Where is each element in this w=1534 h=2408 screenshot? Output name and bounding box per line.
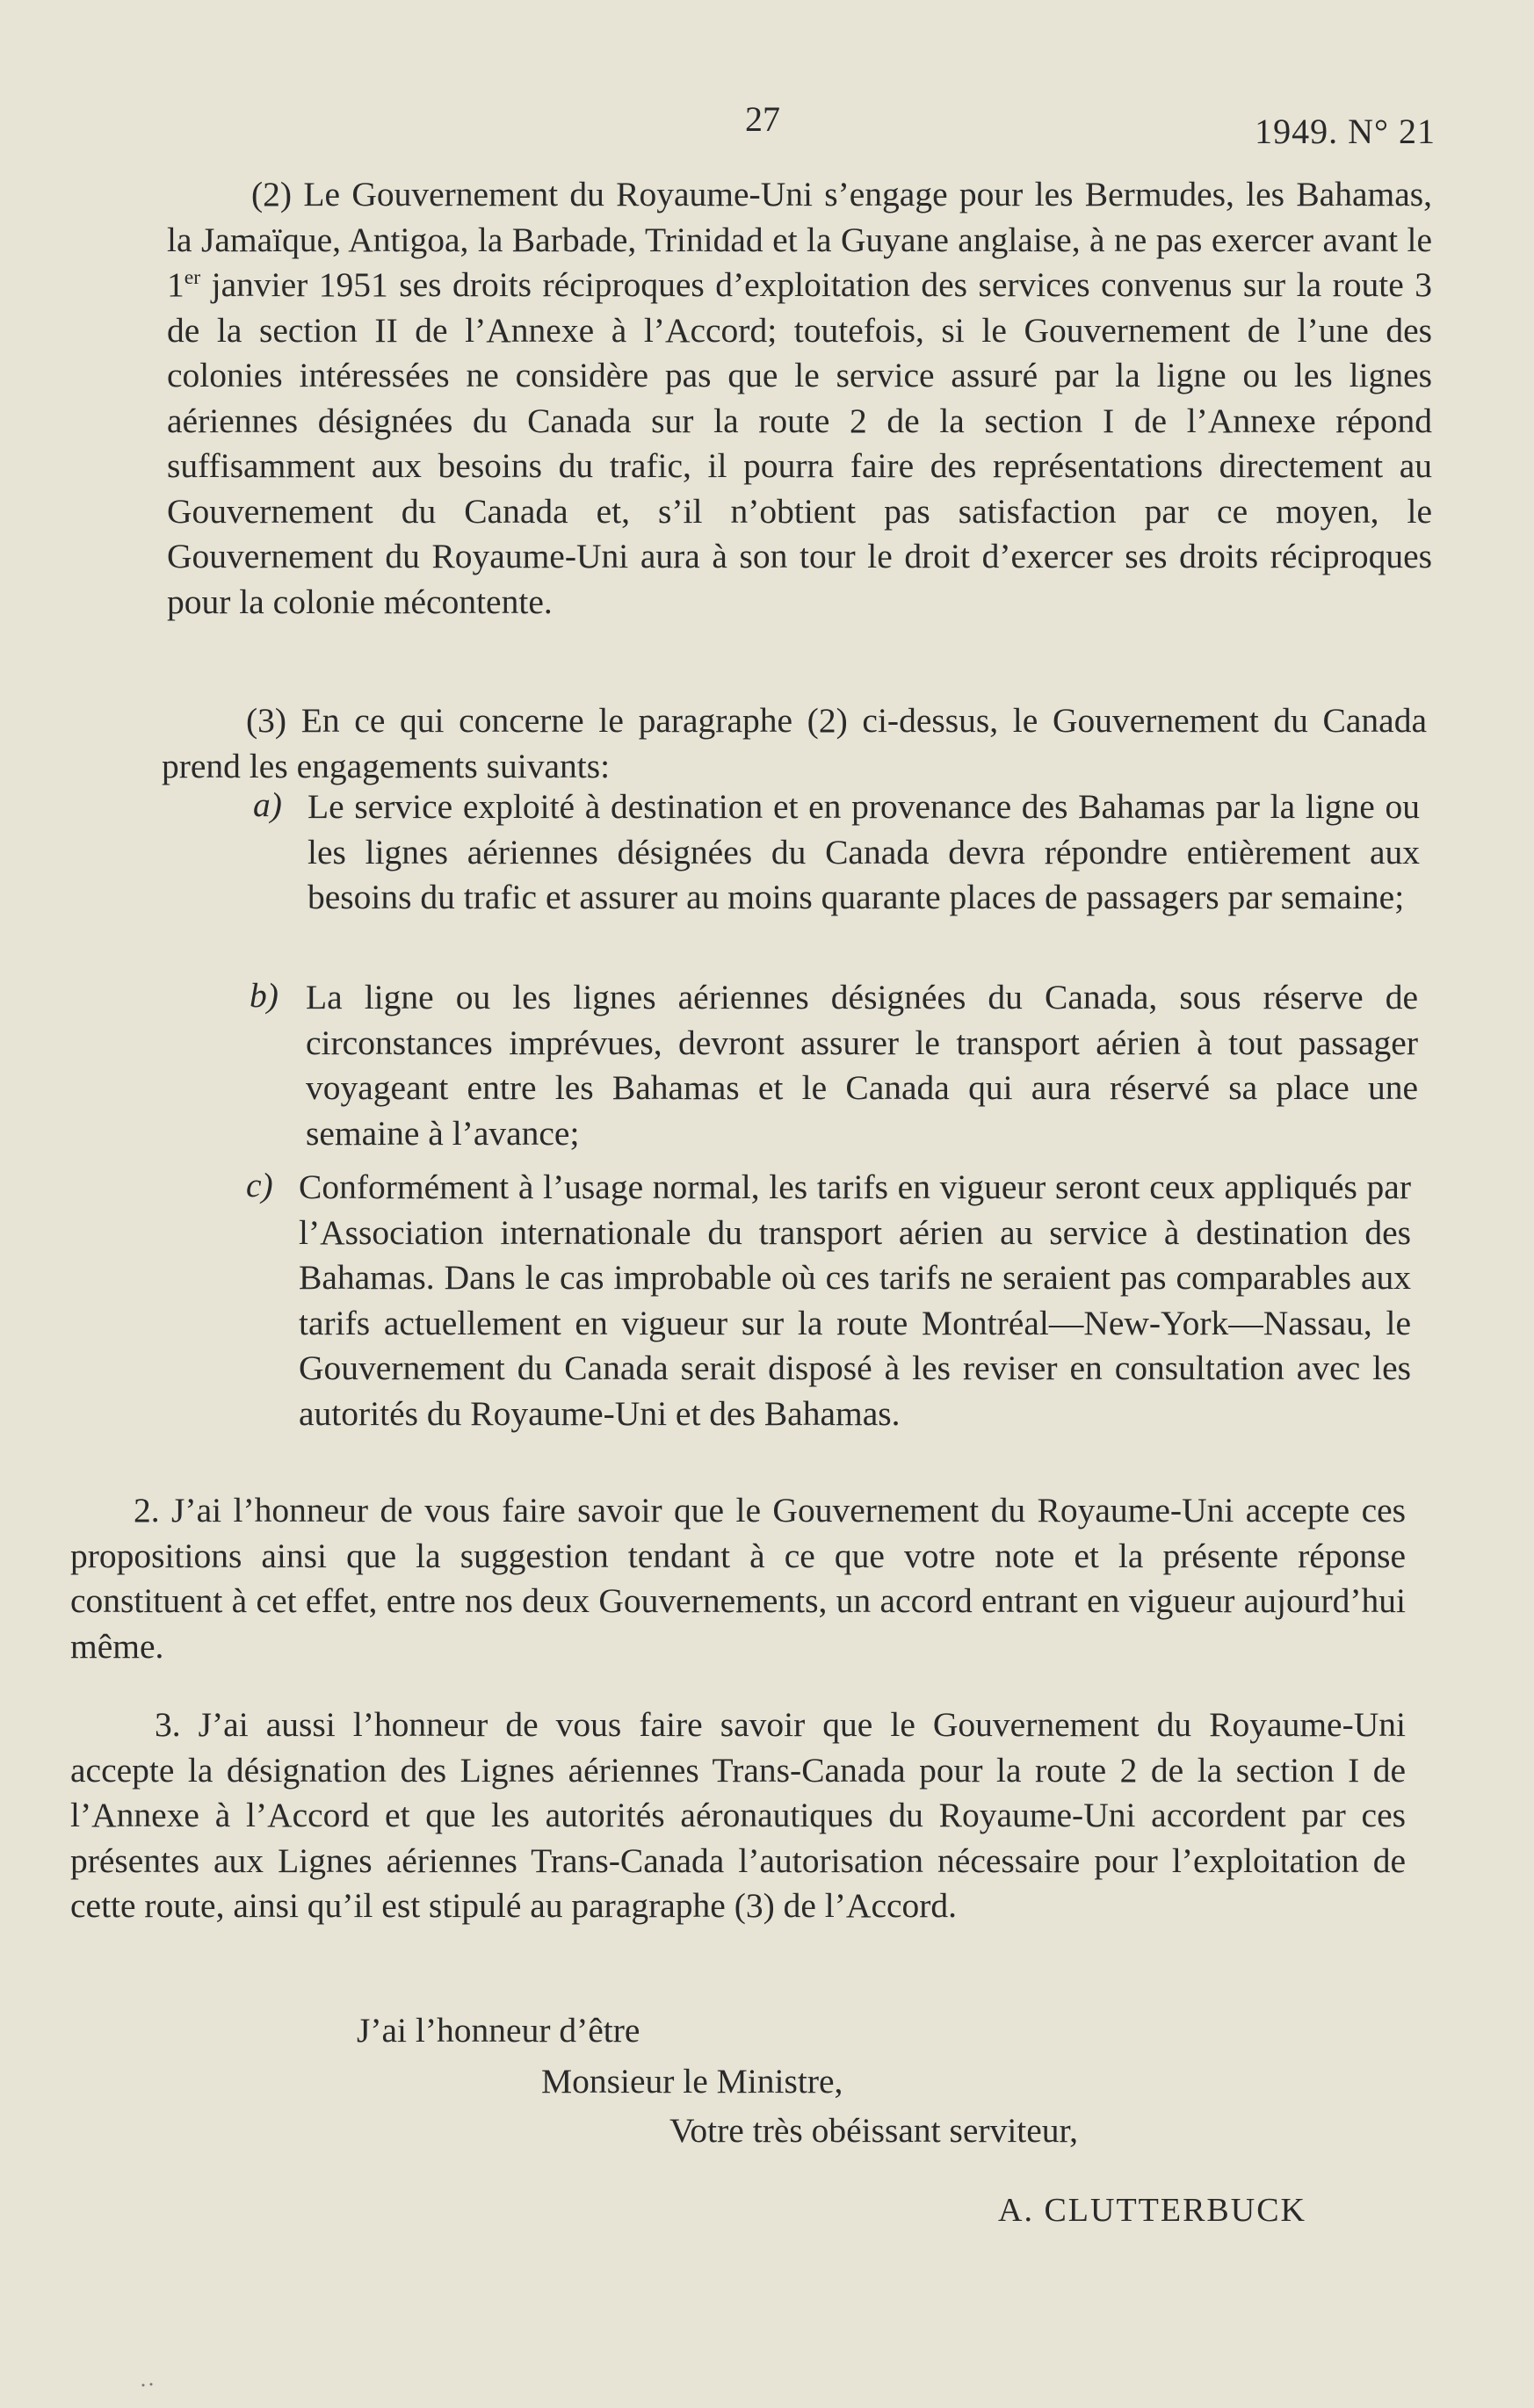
item-b-text: La ligne ou les lignes aériennes désignées du Canada, sous réserve de circonstances imprévues, devront assurer le transport aérien à tout passager voyageant entre les Bahamas et le Canada qui aura réservé sa place une semaine à l’avance;	[306, 978, 1418, 1153]
paragraph-2	[167, 172, 1432, 625]
paragraph-2-text-start: (2) Le Gouvernement du Royaume-Uni s’engage pour les Bermudes, les Bahamas, la Jamaïque, Antigoa, la Barbade, Trinidad et la Guyane anglaise, à ne pas exercer avant le 1	[167, 175, 1432, 304]
item-c-text: Conformément à l’usage normal, les tarifs en vigueur seront ceux appliqués par l’Association internationale du transport aérien au service à destination des Bahamas. Dans le cas improbable où ces tarifs ne seraient pas comparables aux tarifs actuellement en vigueur sur la route Montréal—New-York—Nassau, le Gouvernement du Canada serait disposé à les reviser en consultation avec les autorités du Royaume-Uni et des Bahamas.	[299, 1168, 1411, 1433]
print-speck-marks	[141, 2383, 156, 2388]
item-b-label: b)	[250, 976, 279, 1015]
item-a-label: a)	[253, 785, 282, 824]
section-3-text: 3. J’ai aussi l’honneur de vous faire savoir que le Gouvernement du Royaume-Uni accepte la désignation des Lignes aériennes Trans-Canada pour la route 2 de la section I de l’Annexe à l’Accord et que les autorités aéronautiques du Royaume-Uni accordent par ces présentes aux Lignes aériennes Trans-Canada l’autorisation nécessaire pour l’exploitation de cette route, ainsi qu’il est stipulé au paragraphe (3) de l’Accord.	[70, 1705, 1406, 1925]
closing-line-1: J’ai l’honneur d’être	[357, 2011, 640, 2050]
item-c-label: c)	[246, 1166, 273, 1204]
section-2-text: 2. J’ai l’honneur de vous faire savoir que le Gouvernement du Royaume-Uni accepte ces propositions ainsi que la suggestion tendant à ce que votre note et la présente réponse constituent à cet effet, entre nos deux Gouvernements, un accord entrant en vigueur aujourd’hui même.	[70, 1491, 1406, 1666]
signature: A. CLUTTERBUCK	[998, 2192, 1306, 2229]
page-number: 27	[745, 99, 780, 139]
paragraph-2-text-end: janvier 1951 ses droits réciproques d’exploitation des services convenus sur la route 3 de la section II de l’Annexe à l’Accord; toutefois, si le Gouvernement de l’une des colonies intéressées ne considère pas que le service assuré par la ligne ou les lignes aériennes désignées du Canada sur la route 2 de la section I de l’Annexe répond suffisamment aux besoins du trafic, il pourra faire des représentations directement au Gouvernement du Canada et, s’il n’obtient pas satisfaction par ce moyen, le Gouvernement du Royaume-Uni aura à son tour le droit d’exercer ses droits réciproques pour la colonie mécontente.	[167, 265, 1432, 621]
closing-line-3: Votre très obéissant serviteur,	[669, 2111, 1078, 2150]
ordinal-superscript: er	[184, 265, 201, 289]
section-3	[70, 1703, 1406, 1929]
closing-line-2: Monsieur le Ministre,	[541, 2062, 843, 2101]
paragraph-3-text: (3) En ce qui concerne le paragraphe (2) ci-dessus, le Gouvernement du Canada prend les engagements suivants:	[162, 701, 1427, 785]
item-a-text: Le service exploité à destination et en provenance des Bahamas par la ligne ou les lignes aériennes désignées du Canada devra répondre entièrement aux besoins du trafic et assurer au moins quarante places de passagers par semaine;	[308, 787, 1420, 916]
treaty-reference: 1949. N° 21	[1255, 112, 1436, 151]
section-2	[70, 1488, 1406, 1669]
paragraph-3	[162, 698, 1427, 789]
